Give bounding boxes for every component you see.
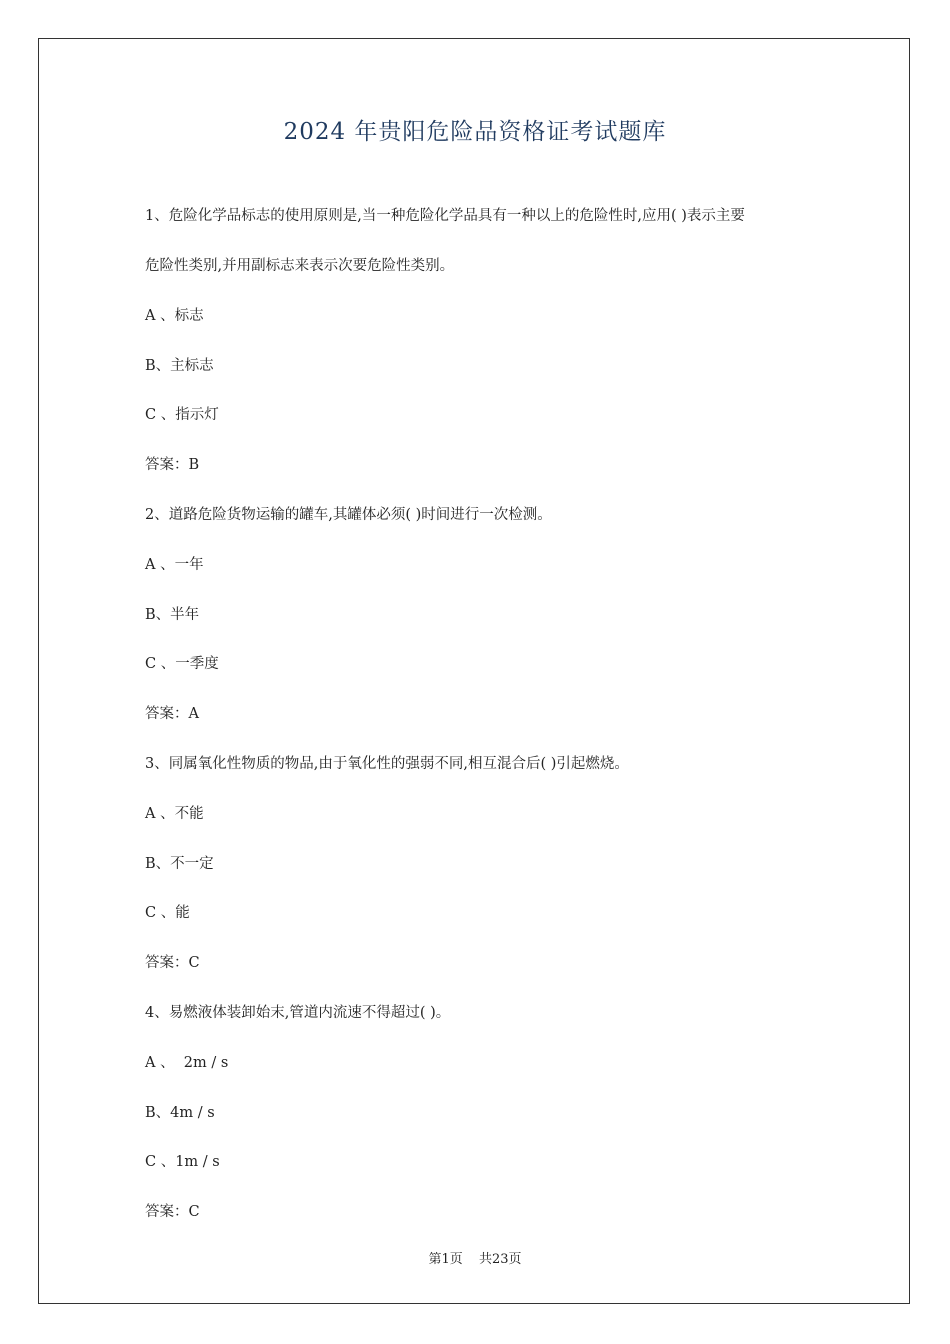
question-4-option-a: A 、 2m / s <box>145 1055 229 1071</box>
page-title: 2024 年贵阳危险品资格证考试题库 <box>283 119 667 145</box>
question-1-option-c: C 、指示灯 <box>145 407 219 423</box>
question-3-option-c: C 、能 <box>145 905 190 921</box>
question-4-stem-line-1: 4、易燃液体装卸始末,管道内流速不得超过( )。 <box>145 1005 451 1021</box>
question-2-option-a: A 、一年 <box>145 557 204 573</box>
question-3-stem-line-1: 3、同属氧化性物质的物品,由于氧化性的强弱不同,相互混合后( )引起燃烧。 <box>145 756 629 772</box>
footer-total-pages: 共23页 <box>478 1252 522 1267</box>
question-2-answer: 答案：A <box>145 706 199 722</box>
footer-page-number: 第1页 <box>428 1252 463 1267</box>
question-4-answer: 答案：C <box>145 1204 200 1220</box>
question-4-option-b: B、4m / s <box>145 1105 215 1121</box>
question-1-option-b: B、主标志 <box>145 358 214 374</box>
question-4-option-c: C 、1m / s <box>145 1154 220 1170</box>
question-2-option-b: B、半年 <box>145 607 200 623</box>
question-1-answer: 答案：B <box>145 457 200 473</box>
question-1-stem-line-2: 危险性类别,并用副标志来表示次要危险性类别。 <box>145 258 455 274</box>
question-1-stem-line-1: 1、危险化学品标志的使用原则是,当一种危险化学品具有一种以上的危险性时,应用( )表示主要 <box>145 208 745 224</box>
question-2-stem-line-1: 2、道路危险货物运输的罐车,其罐体必须( )时间进行一次检测。 <box>145 507 552 523</box>
question-3-option-a: A 、不能 <box>145 806 204 822</box>
page-footer <box>0 1248 950 1267</box>
question-3-answer: 答案：C <box>145 955 200 971</box>
question-3-option-b: B、不一定 <box>145 856 214 872</box>
question-1-option-a: A 、标志 <box>145 308 204 324</box>
question-2-option-c: C 、一季度 <box>145 656 219 672</box>
